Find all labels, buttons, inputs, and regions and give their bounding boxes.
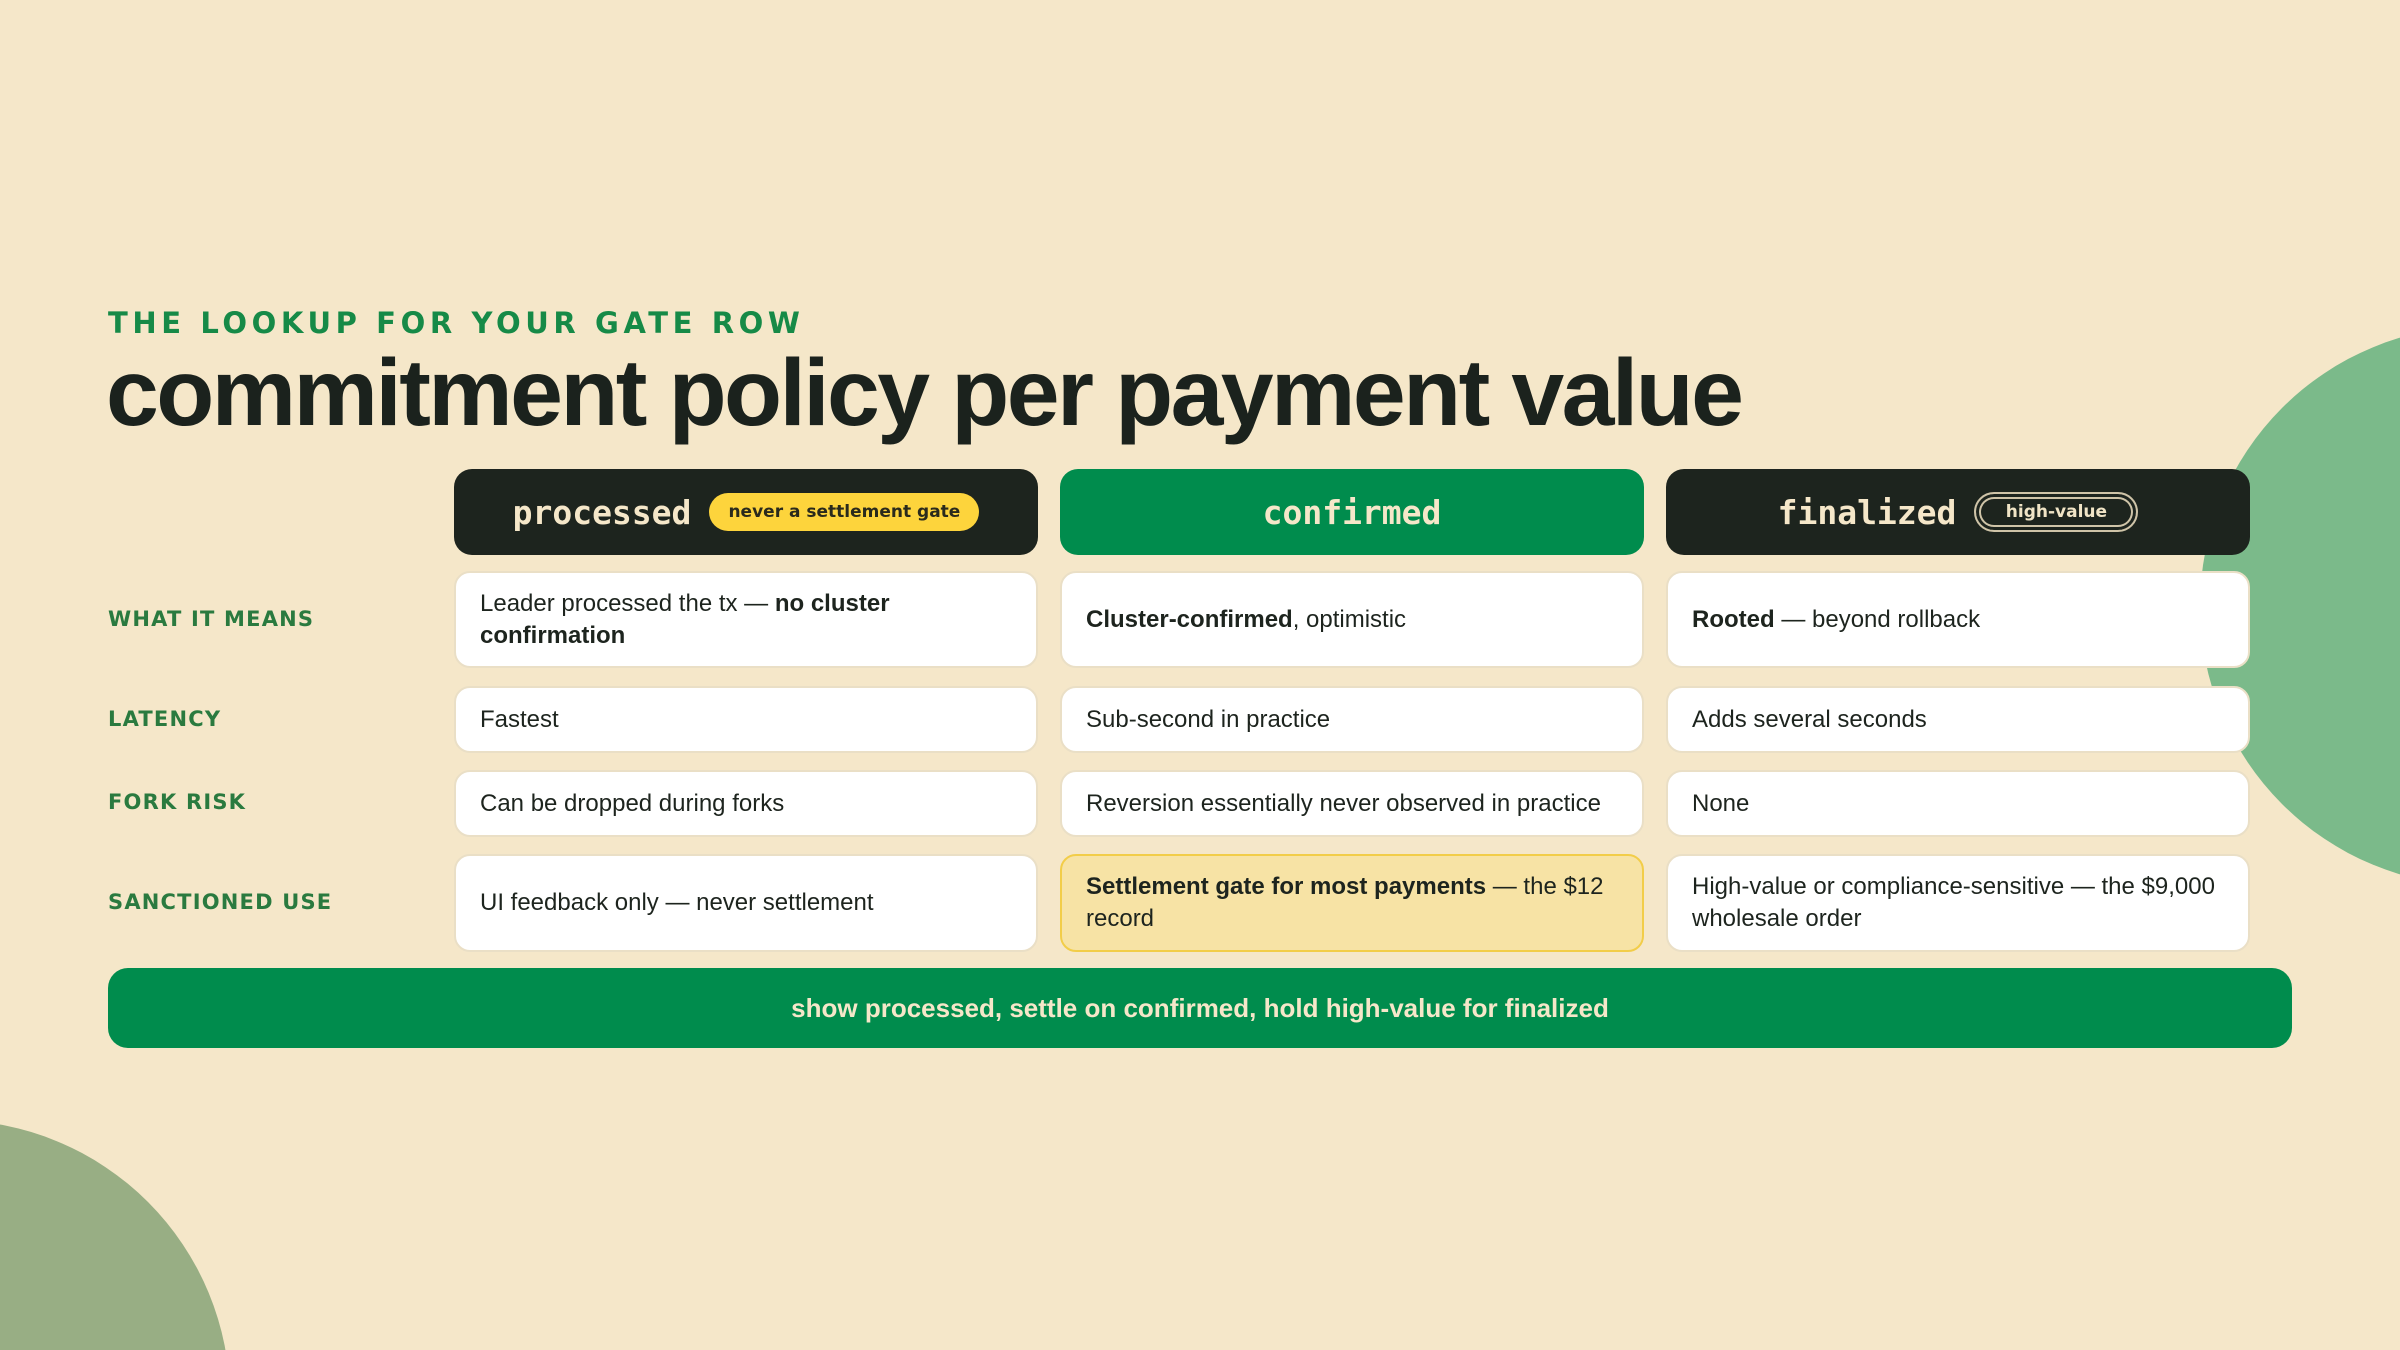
table-cell: Sub-second in practice [1060, 686, 1644, 753]
row-label-fork-risk: FORK RISK [108, 790, 247, 814]
table-cell-highlighted: Settlement gate for most payments — the $12 record [1060, 854, 1644, 952]
table-cell: High-value or compliance-sensitive — the $9,000 wholesale order [1666, 854, 2250, 952]
decorative-circle-left [0, 1120, 230, 1350]
table-cell: Leader processed the tx — no cluster confirmation [454, 571, 1038, 668]
row-label-latency: LATENCY [108, 707, 222, 731]
eyebrow-label: THE LOOKUP FOR YOUR GATE ROW [108, 306, 805, 340]
table-cell: Cluster-confirmed, optimistic [1060, 571, 1644, 668]
table-cell: Adds several seconds [1666, 686, 2250, 753]
row-label-sanctioned-use: SANCTIONED USE [108, 890, 333, 914]
table-cell: Fastest [454, 686, 1038, 753]
column-label: processed [512, 492, 692, 532]
high-value-badge: high-value [1974, 492, 2138, 532]
page-title: commitment policy per payment value [106, 340, 1742, 446]
settlement-warning-badge: never a settlement gate [709, 493, 979, 531]
table-cell: UI feedback only — never settlement [454, 854, 1038, 952]
summary-banner [108, 968, 2292, 1048]
column-label: confirmed [1262, 492, 1442, 532]
table-cell: Rooted — beyond rollback [1666, 571, 2250, 668]
table-cell: Can be dropped during forks [454, 770, 1038, 837]
column-header-confirmed [1060, 469, 1644, 555]
table-cell: Reversion essentially never observed in practice [1060, 770, 1644, 837]
summary-text: show processed, settle on confirmed, hold high-value for finalized [791, 992, 1609, 1023]
row-label-what-it-means: WHAT IT MEANS [108, 607, 315, 631]
table-cell: None [1666, 770, 2250, 837]
column-label: finalized [1777, 492, 1957, 532]
column-header-finalized [1666, 469, 2250, 555]
column-header-processed [454, 469, 1038, 555]
